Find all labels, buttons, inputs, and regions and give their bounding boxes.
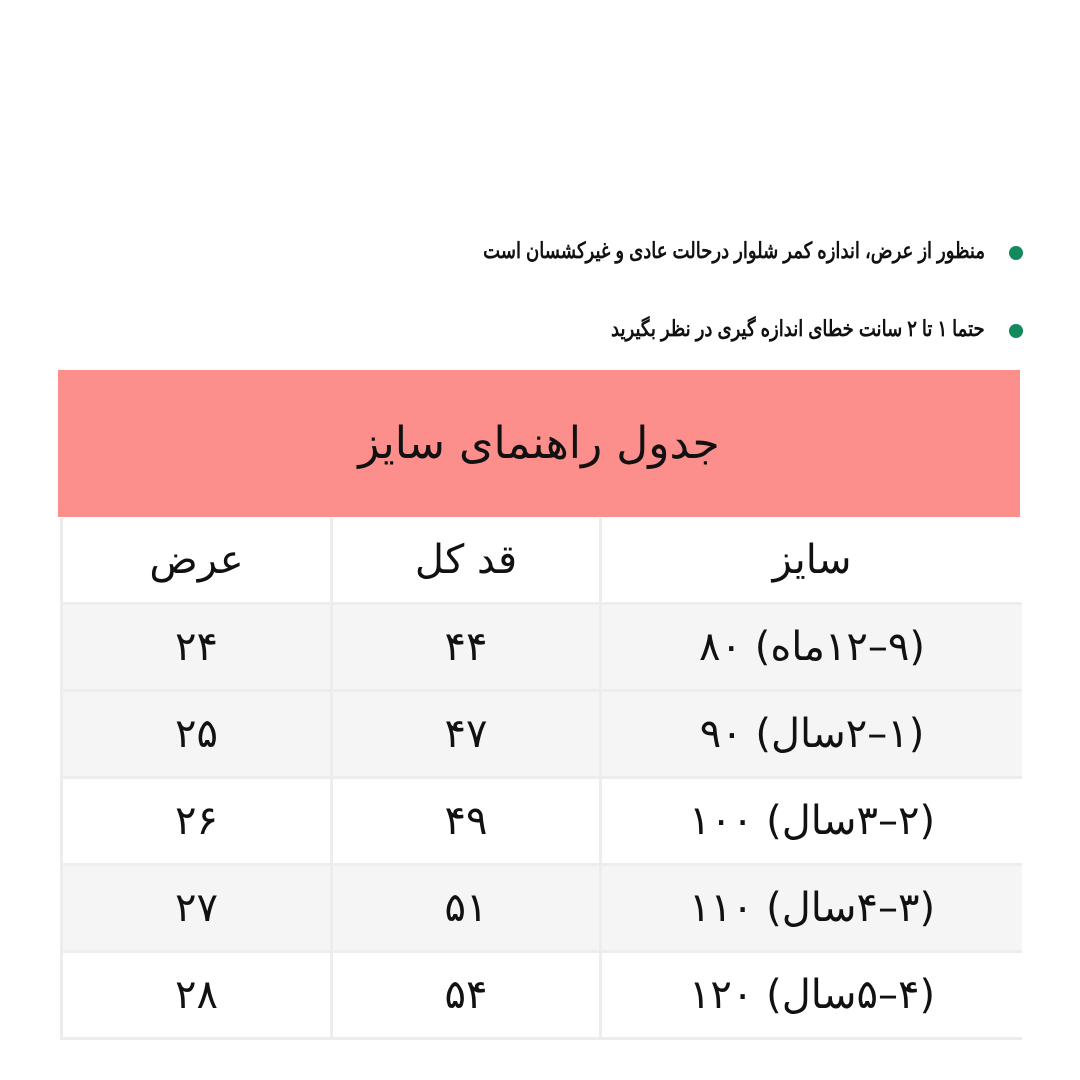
- cell-size: (۲–۳سال) ۱۰۰: [602, 779, 1022, 863]
- cell-width: ۲۷: [63, 866, 330, 950]
- cell-width: ۲۴: [63, 605, 330, 689]
- cell-length: ۵۱: [333, 866, 599, 950]
- cell-length: ۴۹: [333, 779, 599, 863]
- table-header-row: [60, 518, 1022, 602]
- cell-size: (۴–۵سال) ۱۲۰: [602, 953, 1022, 1037]
- cell-size: (۱–۲سال) ۹۰: [602, 692, 1022, 776]
- cell-length: ۴۷: [333, 692, 599, 776]
- bullet-icon: [1009, 324, 1023, 338]
- cell-width: ۲۵: [63, 692, 330, 776]
- cell-length: ۴۴: [333, 605, 599, 689]
- table-row: [60, 692, 1022, 776]
- table-title: جدول راهنمای سایز: [58, 370, 1020, 517]
- cell-width: ۲۸: [63, 953, 330, 1037]
- note-waist: منظور از عرض، اندازه کمر شلوار درحالت عادی و غیرکشسان است: [483, 238, 985, 263]
- table-row: [60, 866, 1022, 950]
- table-row: [60, 605, 1022, 689]
- note-tolerance: حتما ۱ تا ۲ سانت خطای اندازه گیری در نظر بگیرید: [611, 316, 985, 341]
- table-row: [60, 779, 1022, 863]
- header-size: سایز: [602, 518, 1022, 602]
- size-table: [60, 518, 1022, 1040]
- header-length: قد کل: [333, 518, 599, 602]
- table-row: [60, 953, 1022, 1037]
- cell-length: ۵۴: [333, 953, 599, 1037]
- cell-size: (۹–۱۲ماه) ۸۰: [602, 605, 1022, 689]
- cell-width: ۲۶: [63, 779, 330, 863]
- bullet-icon: [1009, 246, 1023, 260]
- header-width: عرض: [63, 518, 330, 602]
- cell-size: (۳–۴سال) ۱۱۰: [602, 866, 1022, 950]
